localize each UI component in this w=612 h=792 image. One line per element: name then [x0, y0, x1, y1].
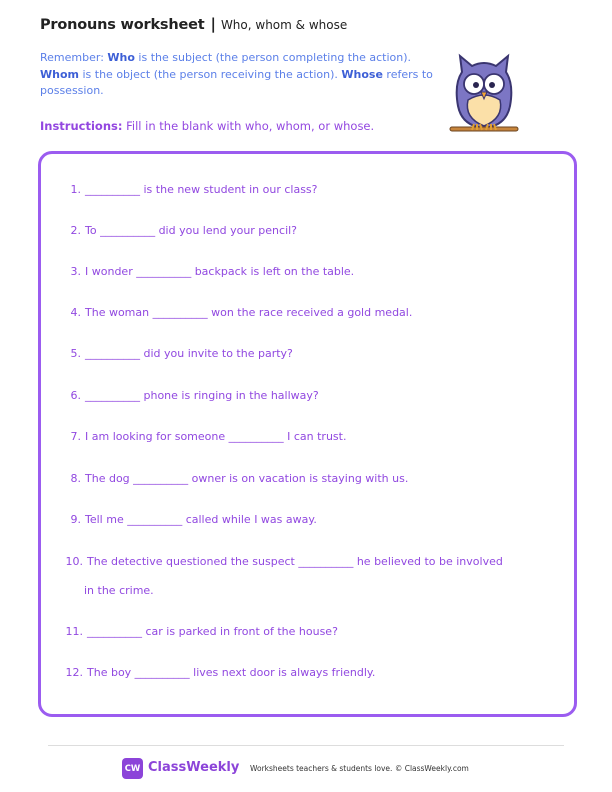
question-text: The dog __________ owner is on vacation is staying with us. — [85, 472, 409, 485]
question-number: 5. — [70, 347, 81, 360]
question-number: 3. — [70, 265, 81, 278]
question-12 — [62, 666, 375, 679]
question-text: To __________ did you lend your pencil? — [85, 224, 298, 237]
term-whom: Whom — [40, 67, 79, 81]
footer-tagline: Worksheets teachers & students love. © ClassWeekly.com — [250, 764, 469, 773]
question-text: __________ phone is ringing in the hallway? — [85, 389, 319, 402]
question-text: __________ is the new student in our class? — [85, 183, 318, 196]
instructions-label: Instructions: — [40, 119, 123, 133]
worksheet-header — [40, 15, 347, 33]
title-separator: | — [210, 15, 216, 33]
question-number: 7. — [70, 430, 81, 443]
question-10-continuation: in the crime. — [84, 584, 154, 597]
question-number: 6. — [70, 389, 81, 402]
worksheet-subtitle: Who, whom & whose — [220, 18, 348, 32]
question-number: 11. — [65, 625, 83, 638]
question-text: I wonder __________ backpack is left on the table. — [85, 265, 355, 278]
question-9 — [62, 513, 317, 526]
question-text: The boy __________ lives next door is always friendly. — [87, 666, 376, 679]
question-1 — [62, 183, 318, 196]
question-number: 4. — [70, 306, 81, 319]
question-number: 8. — [70, 472, 81, 485]
question-4 — [62, 306, 412, 319]
classweekly-logo-icon: CW — [122, 758, 143, 779]
question-text: Tell me __________ called while I was away. — [85, 513, 317, 526]
question-number: 9. — [70, 513, 81, 526]
worksheet-title: Pronouns worksheet — [40, 17, 205, 33]
question-8 — [62, 472, 408, 485]
question-5 — [62, 347, 293, 360]
question-text: I am looking for someone __________ I can trust. — [85, 430, 347, 443]
question-number: 10. — [65, 555, 83, 568]
question-2 — [62, 224, 297, 237]
question-number: 1. — [70, 183, 81, 196]
question-text: The detective questioned the suspect __________ he believed to be involved — [87, 555, 503, 568]
who-definition: is the subject (the person completing the action). — [134, 51, 411, 64]
question-text: __________ did you invite to the party? — [85, 347, 293, 360]
term-who: Who — [107, 51, 135, 64]
question-6 — [62, 389, 319, 402]
remember-prefix: Remember: — [40, 51, 108, 64]
question-10 — [62, 555, 503, 568]
footer-divider — [48, 745, 564, 746]
question-text: __________ car is parked in front of the house? — [87, 625, 338, 638]
term-whose: Whose — [341, 67, 383, 81]
question-3 — [62, 265, 354, 278]
question-11 — [62, 625, 338, 638]
instructions — [40, 119, 374, 133]
owl-on-branch-icon — [448, 52, 520, 140]
question-number: 2. — [70, 224, 81, 237]
instructions-text: Fill in the blank with who, whom, or whose. — [122, 119, 375, 133]
whom-definition: is the object (the person receiving the action). — [78, 67, 342, 81]
brand-name: ClassWeekly — [148, 760, 240, 775]
question-number: 12. — [65, 666, 83, 679]
remember-note — [40, 50, 445, 100]
question-7 — [62, 430, 346, 443]
question-text: The woman __________ won the race received a gold medal. — [85, 306, 413, 319]
whose-definition: refers to possession. — [40, 67, 433, 97]
